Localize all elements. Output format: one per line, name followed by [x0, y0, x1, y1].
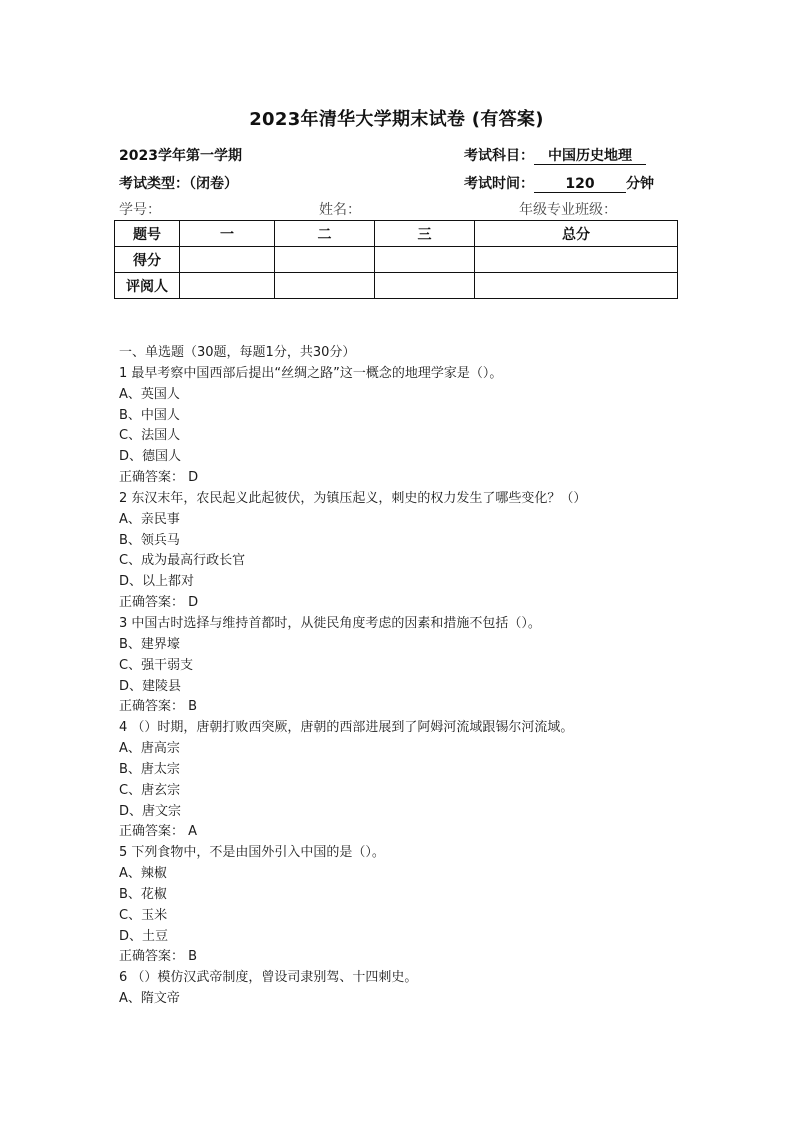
score-cell	[475, 273, 678, 299]
score-row-label: 评阅人	[115, 273, 180, 299]
answer-option: D、以上都对	[119, 574, 195, 590]
correct-answer-label: 正确答案：	[119, 699, 185, 715]
correct-answer-value: B	[188, 699, 198, 715]
answer-option: A、唐高宗	[119, 741, 180, 757]
score-header-cell: 一	[180, 221, 275, 247]
answer-option: D、建陵县	[119, 678, 182, 694]
answer-option: D、唐文宗	[119, 803, 182, 819]
student-name-label: 姓名：	[319, 202, 361, 218]
answer-option: A、亲民事	[119, 511, 180, 527]
correct-answer	[119, 593, 719, 614]
answer-option: C、强干弱支	[119, 657, 194, 673]
score-header-cell: 总分	[475, 221, 678, 247]
time-unit: 分钟	[626, 176, 654, 192]
score-cell	[275, 247, 375, 273]
correct-answer	[119, 468, 719, 489]
section-heading: 一、单选题（30题，每题1分，共30分）	[119, 345, 356, 360]
correct-answer-label: 正确答案：	[119, 824, 185, 840]
answer-option: C、玉米	[119, 907, 168, 923]
correct-answer-value: B	[188, 949, 198, 965]
score-table-row	[115, 247, 678, 273]
answer-option: D、土豆	[119, 928, 169, 944]
class-label: 年级专业班级：	[519, 202, 617, 218]
score-table-header-row	[115, 221, 678, 247]
correct-answer	[119, 947, 719, 968]
answer-option: C、唐玄宗	[119, 782, 181, 798]
score-header-cell: 题号	[115, 221, 180, 247]
exam-type: 考试类型：（闭卷）	[119, 176, 238, 192]
correct-answer-label: 正确答案：	[119, 595, 185, 611]
correct-answer-value: A	[188, 824, 198, 840]
answer-option: A、隋文帝	[119, 991, 180, 1007]
correct-answer-label: 正确答案：	[119, 470, 185, 486]
score-header-cell: 二	[275, 221, 375, 247]
exam-subject	[464, 145, 646, 165]
score-table-row	[115, 273, 678, 299]
question-stem: 1 最早考察中国西部后提出“丝绸之路”这一概念的地理学家是（）。	[119, 365, 503, 381]
answer-option: B、领兵马	[119, 532, 180, 548]
answer-option: D、德国人	[119, 449, 182, 465]
correct-answer	[119, 697, 719, 718]
question-list	[119, 343, 719, 1010]
exam-title: 2023年清华大学期末试卷 (有答案)	[249, 109, 544, 130]
score-cell	[375, 247, 475, 273]
semester-label: 2023学年第一学期	[119, 148, 242, 164]
score-cell	[180, 247, 275, 273]
answer-option: B、唐太宗	[119, 761, 180, 777]
score-table	[114, 220, 678, 299]
subject-value: 中国历史地理	[534, 148, 646, 165]
correct-answer-label: 正确答案：	[119, 949, 185, 965]
subject-label: 考试科目：	[464, 148, 534, 164]
student-id-label: 学号：	[119, 202, 161, 218]
correct-answer-value: D	[188, 595, 199, 611]
score-cell	[475, 247, 678, 273]
answer-option: C、成为最高行政长官	[119, 553, 246, 569]
correct-answer-value: D	[188, 470, 199, 486]
question-stem: 6 （）模仿汉武帝制度，曾设司隶别驾、十四刺史。	[119, 970, 418, 986]
question-stem: 2 东汉末年，农民起义此起彼伏，为镇压起义，刺史的权力发生了哪些变化？（）	[119, 490, 587, 506]
score-header-cell: 三	[375, 221, 475, 247]
answer-option: A、辣椒	[119, 866, 167, 882]
answer-option: B、建界壕	[119, 636, 180, 652]
question-stem: 5 下列食物中，不是由国外引入中国的是（）。	[119, 845, 385, 861]
score-cell	[275, 273, 375, 299]
answer-option: B、中国人	[119, 407, 180, 423]
score-row-label: 得分	[115, 247, 180, 273]
exam-time	[464, 173, 654, 193]
answer-option: B、花椒	[119, 886, 167, 902]
answer-option: A、英国人	[119, 386, 180, 402]
question-stem: 4 （）时期，唐朝打败西突厥，唐朝的西部进展到了阿姆河流域跟锡尔河流域。	[119, 720, 574, 736]
time-value: 120	[534, 176, 626, 193]
score-cell	[180, 273, 275, 299]
correct-answer	[119, 822, 719, 843]
score-cell	[375, 273, 475, 299]
time-label: 考试时间：	[464, 176, 534, 192]
answer-option: C、法国人	[119, 428, 181, 444]
question-stem: 3 中国古时选择与维持首都时，从徙民角度考虑的因素和措施不包括（）。	[119, 615, 541, 631]
